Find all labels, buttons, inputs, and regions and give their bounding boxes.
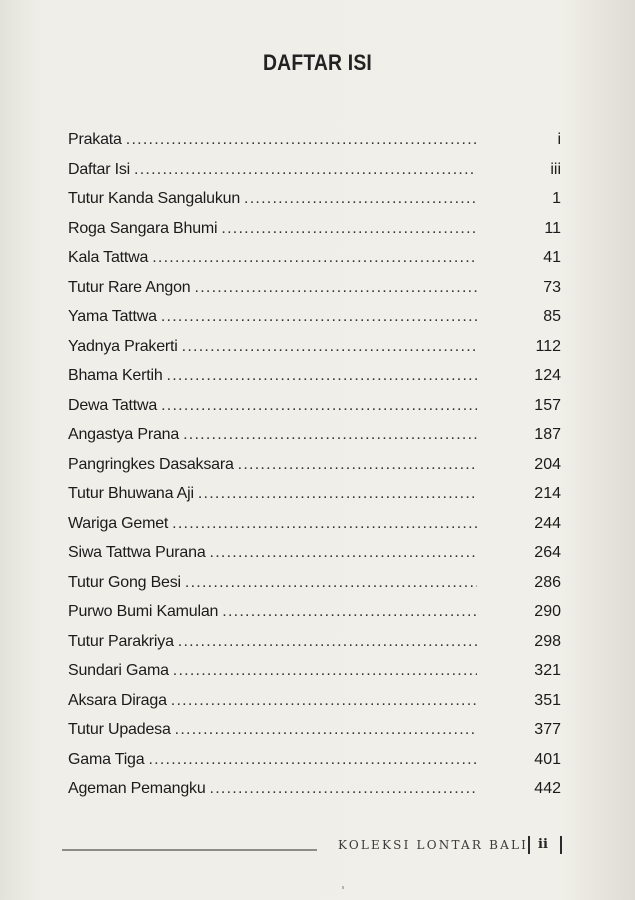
- paper-speck: [342, 886, 344, 889]
- toc-leader-dots: [181, 574, 521, 592]
- toc-entry-page: 377: [534, 721, 561, 738]
- toc-leader-dots: [130, 161, 521, 179]
- toc-entry-page: 286: [534, 573, 561, 591]
- toc-entry: [68, 426, 561, 456]
- toc-entry: [68, 544, 561, 574]
- footer-divider-left: [528, 836, 530, 854]
- page-footer: [0, 836, 635, 856]
- page-title: DAFTAR ISI: [263, 50, 372, 75]
- toc-leader-dots: [157, 308, 521, 326]
- toc-leader-dots: [178, 338, 521, 356]
- toc-entry-title: Sundari Gama: [68, 662, 169, 679]
- toc-leader-dots: [194, 485, 521, 503]
- toc-entry-title: Pangringkes Dasaksara: [68, 455, 234, 473]
- toc-leader-dots: [171, 721, 521, 739]
- toc-entry: [68, 131, 561, 161]
- toc-leader-dots: [218, 603, 521, 621]
- footer-divider-right: [560, 836, 562, 854]
- toc-entry-page: 41: [543, 249, 561, 266]
- toc-entry-page: 157: [534, 396, 561, 414]
- toc-entry-title: Purwo Bumi Kamulan: [68, 603, 219, 620]
- toc-entry-title: Tutur Parakriya: [68, 632, 174, 650]
- toc-entry-title: Tutur Rare Angon: [68, 278, 191, 296]
- toc-entry-title: Kala Tattwa: [68, 249, 149, 266]
- toc-entry-page: 442: [534, 780, 561, 797]
- toc-entry: [68, 161, 561, 191]
- toc-entry-page: 204: [534, 455, 561, 473]
- toc-entry-title: Prakata: [68, 131, 122, 148]
- toc-entry-title: Tutur Bhuwana Aji: [68, 485, 194, 502]
- toc-entry: [68, 603, 561, 633]
- toc-entry-title: Tutur Upadesa: [68, 721, 171, 738]
- toc-entry-page: 298: [534, 632, 561, 650]
- toc-entry-title: Roga Sangara Bhumi: [68, 219, 218, 237]
- toc-entry: [68, 249, 561, 279]
- toc-entry-page: 73: [543, 278, 561, 296]
- toc-leader-dots: [122, 131, 521, 149]
- footer-label: KOLEKSI LONTAR BALI: [338, 838, 529, 852]
- toc-entry-page: 124: [534, 367, 561, 384]
- toc-entry: [68, 780, 561, 810]
- toc-leader-dots: [157, 397, 521, 415]
- toc-leader-dots: [148, 249, 521, 267]
- toc-leader-dots: [234, 456, 521, 474]
- toc-entry-page: 112: [535, 337, 561, 355]
- toc-entry-title: Angastya Prana: [68, 426, 180, 443]
- toc-entry: [68, 662, 561, 692]
- toc-entry-page: 321: [534, 662, 561, 679]
- toc-entry-page: 11: [544, 219, 561, 237]
- footer-page-number: ii: [538, 837, 548, 852]
- toc-entry: [68, 367, 561, 397]
- toc-entry-title: Aksara Diraga: [68, 691, 167, 709]
- toc-entry: [68, 721, 561, 751]
- toc-entry-title: Bhama Kertih: [68, 367, 163, 384]
- toc-entry: [68, 574, 561, 604]
- toc-entry-page: 187: [534, 426, 561, 443]
- toc-entry-page: 290: [534, 603, 561, 620]
- toc-entry-title: Wariga Gemet: [68, 514, 169, 532]
- toc-leader-dots: [179, 426, 521, 444]
- toc-entry-title: Tutur Gong Besi: [68, 573, 181, 591]
- toc-entry: [68, 190, 561, 220]
- toc-entry-page: 85: [543, 308, 561, 325]
- toc-leader-dots: [217, 220, 521, 238]
- toc-entry-title: Yama Tattwa: [68, 308, 157, 325]
- toc-leader-dots: [167, 692, 521, 710]
- toc-leader-dots: [168, 515, 521, 533]
- toc-entry: [68, 220, 561, 250]
- toc-entry: [68, 279, 561, 309]
- toc-entry-page: 244: [534, 514, 561, 532]
- toc-leader-dots: [169, 662, 521, 680]
- toc-entry-title: Ageman Pemangku: [68, 780, 206, 797]
- toc-leader-dots: [191, 279, 521, 297]
- toc-entry-page: iii: [550, 160, 561, 178]
- toc-entry-page: 264: [534, 544, 561, 561]
- toc-entry: [68, 515, 561, 545]
- toc-entry-page: i: [557, 131, 561, 148]
- toc-entry-page: 214: [534, 485, 561, 502]
- toc-entry-title: Tutur Kanda Sangalukun: [68, 190, 241, 207]
- toc-entry: [68, 751, 561, 781]
- toc-entry-title: Gama Tiga: [68, 750, 145, 768]
- toc-entry: [68, 338, 561, 368]
- toc-leader-dots: [144, 751, 521, 769]
- toc-leader-dots: [174, 633, 521, 651]
- toc-entry: [68, 308, 561, 338]
- toc-entry-title: Siwa Tattwa Purana: [68, 544, 206, 561]
- table-of-contents: [68, 131, 561, 810]
- footer-rule: [62, 849, 317, 851]
- toc-entry: [68, 692, 561, 722]
- toc-entry-page: 401: [534, 750, 561, 768]
- toc-entry: [68, 485, 561, 515]
- toc-entry-page: 351: [534, 691, 561, 709]
- toc-leader-dots: [240, 190, 521, 208]
- toc-leader-dots: [206, 780, 521, 798]
- toc-entry-page: 1: [552, 190, 561, 207]
- toc-entry-title: Yadnya Prakerti: [68, 337, 178, 355]
- toc-leader-dots: [163, 367, 521, 385]
- toc-entry: [68, 397, 561, 427]
- toc-entry-title: Dewa Tattwa: [68, 396, 158, 414]
- toc-entry-title: Daftar Isi: [68, 160, 131, 178]
- toc-entry: [68, 456, 561, 486]
- toc-leader-dots: [206, 544, 521, 562]
- toc-entry: [68, 633, 561, 663]
